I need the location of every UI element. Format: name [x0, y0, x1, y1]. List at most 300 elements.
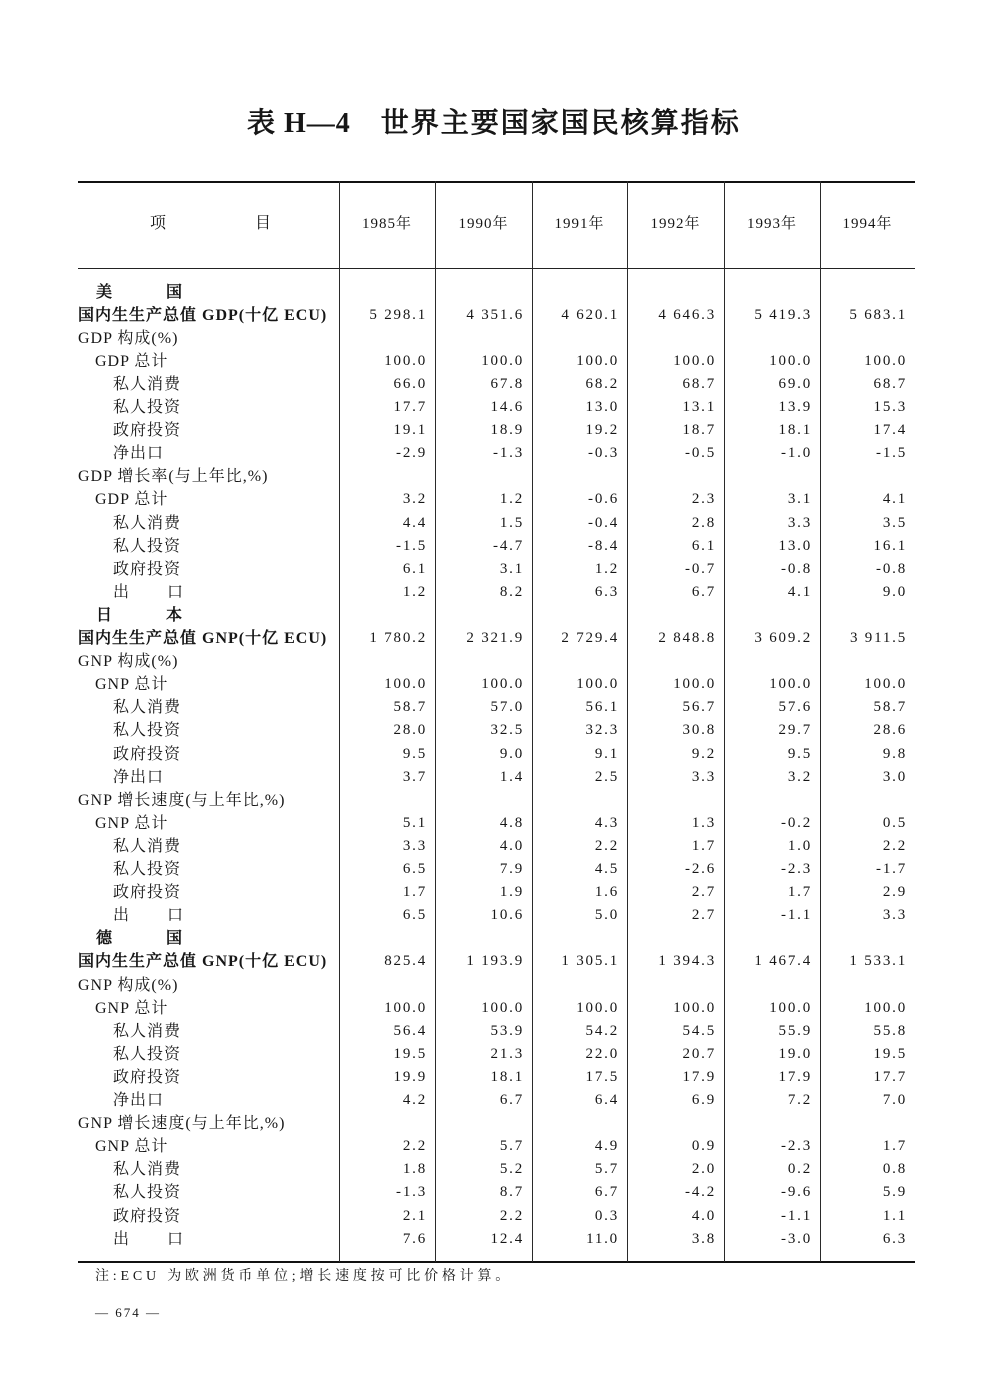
- value-cell: 1.7: [402, 884, 427, 901]
- value-cell: 32.3: [585, 722, 619, 739]
- row-label: 私人消费: [113, 514, 182, 532]
- item-row: [78, 581, 915, 604]
- group-heading: [78, 465, 915, 488]
- value-cell: 56.1: [585, 699, 619, 716]
- value-cell: 1.7: [691, 837, 716, 854]
- header-year: 1993年: [746, 216, 797, 232]
- row-label: 政府投资: [113, 1068, 182, 1086]
- item-row: [78, 696, 915, 719]
- value-cell: 4 620.1: [561, 306, 619, 323]
- row-label: 政府投资: [113, 745, 182, 763]
- value-cell: -0.2: [781, 814, 812, 831]
- value-cell: -0.5: [685, 445, 716, 462]
- value-cell: 4.2: [402, 1092, 427, 1108]
- value-cell: 1 394.3: [658, 953, 716, 970]
- row-label-part: 出: [113, 1230, 131, 1248]
- value-cell: 18.1: [778, 422, 812, 439]
- value-cell: 57.6: [778, 699, 812, 716]
- value-cell: 5.9: [882, 1184, 907, 1201]
- value-cell: -1.5: [876, 445, 907, 462]
- row-label: 私人消费: [113, 699, 182, 717]
- value-cell: 1 467.4: [754, 953, 812, 970]
- value-cell: 0.2: [787, 1161, 812, 1178]
- table-footnote: 注:ECU 为欧洲货币单位;增长速度按可比价格计算。: [95, 1269, 514, 1284]
- value-cell: 2.2: [499, 1207, 524, 1224]
- value-cell: 1 305.1: [561, 953, 619, 970]
- value-cell: 1.0: [787, 837, 812, 854]
- value-cell: 100.0: [864, 676, 907, 693]
- value-cell: 54.2: [585, 1022, 619, 1039]
- value-cell: 19.5: [873, 1045, 907, 1062]
- value-cell: 1.6: [594, 884, 619, 901]
- group-label: GNP 增长速度(与上年比,%): [78, 1115, 286, 1133]
- value-cell: 1 780.2: [369, 630, 427, 646]
- value-cell: 55.9: [778, 1022, 812, 1039]
- gross-product-row: [78, 950, 915, 973]
- value-cell: 100.0: [769, 999, 812, 1016]
- value-cell: 3.3: [402, 837, 427, 854]
- group-label: GNP 增长速度(与上年比,%): [78, 791, 286, 809]
- value-cell: 6.3: [594, 583, 619, 600]
- country-name-part: 德: [96, 930, 114, 948]
- value-cell: 3.1: [499, 560, 524, 577]
- item-row: [78, 535, 915, 558]
- row-label: 政府投资: [113, 884, 182, 902]
- country-name-part: 本: [166, 606, 184, 624]
- value-cell: 9.0: [882, 583, 907, 600]
- value-cell: 8.7: [499, 1184, 524, 1201]
- row-label: 国内生生产总值 GDP(十亿 ECU): [78, 306, 328, 324]
- value-cell: 6.7: [691, 583, 716, 600]
- row-label: GNP 总计: [95, 676, 169, 694]
- value-cell: 2.5: [594, 768, 619, 785]
- value-cell: 4.4: [402, 514, 427, 531]
- value-cell: -1.3: [396, 1184, 427, 1201]
- value-cell: 100.0: [576, 676, 619, 693]
- row-label: 政府投资: [113, 1207, 182, 1225]
- value-cell: 66.0: [393, 375, 427, 392]
- value-cell: 2.8: [691, 514, 716, 531]
- value-cell: 4.5: [594, 861, 619, 877]
- item-row: [78, 743, 915, 766]
- value-cell: 4 646.3: [658, 306, 716, 323]
- value-cell: -1.1: [781, 1207, 812, 1224]
- value-cell: 17.7: [873, 1068, 907, 1085]
- table-header-rule: [78, 268, 915, 269]
- value-cell: 5.2: [499, 1161, 524, 1178]
- value-cell: 3.7: [402, 768, 427, 785]
- value-cell: -0.6: [588, 491, 619, 508]
- row-label: 私人消费: [113, 375, 182, 393]
- value-cell: 17.5: [585, 1068, 619, 1085]
- value-cell: 100.0: [673, 999, 716, 1016]
- value-cell: 100.0: [864, 999, 907, 1016]
- value-cell: 56.4: [393, 1022, 427, 1039]
- value-cell: 20.7: [682, 1045, 716, 1062]
- item-row: [78, 881, 915, 904]
- row-label: 私人投资: [113, 861, 182, 878]
- value-cell: 2 848.8: [658, 630, 716, 646]
- value-cell: 3.1: [787, 491, 812, 508]
- value-cell: 3.3: [882, 907, 907, 924]
- value-cell: 2.2: [882, 837, 907, 854]
- value-cell: -1.1: [781, 907, 812, 924]
- value-cell: 2 321.9: [466, 630, 524, 646]
- value-cell: -2.6: [685, 861, 716, 877]
- header-year: 1992年: [650, 216, 701, 232]
- value-cell: 1.2: [402, 583, 427, 600]
- value-cell: 9.5: [787, 745, 812, 762]
- table-number: 表 H—4: [247, 108, 351, 139]
- value-cell: 19.9: [393, 1068, 427, 1085]
- value-cell: 13.9: [778, 399, 812, 415]
- value-cell: 1.2: [499, 491, 524, 508]
- value-cell: 3.8: [691, 1230, 716, 1247]
- value-cell: 4.0: [499, 837, 524, 854]
- value-cell: 3.2: [402, 491, 427, 508]
- header-year: 1985年: [361, 216, 412, 232]
- country-name-part: 日: [96, 606, 114, 624]
- value-cell: 100.0: [576, 352, 619, 369]
- value-cell: 18.1: [490, 1068, 524, 1085]
- value-cell: 17.9: [682, 1068, 716, 1085]
- value-cell: -8.4: [588, 537, 619, 554]
- value-cell: 4.0: [691, 1207, 716, 1224]
- value-cell: 1 533.1: [849, 953, 907, 970]
- value-cell: 6.5: [402, 907, 427, 924]
- value-cell: 10.6: [490, 907, 524, 924]
- row-label: GNP 总计: [95, 999, 169, 1017]
- value-cell: 19.1: [393, 422, 427, 439]
- row-label: GNP 总计: [95, 814, 169, 832]
- value-cell: -4.2: [685, 1184, 716, 1201]
- value-cell: 30.8: [682, 722, 716, 739]
- value-cell: 2.0: [691, 1161, 716, 1178]
- value-cell: -0.4: [588, 514, 619, 531]
- row-label: GDP 总计: [95, 491, 169, 509]
- value-cell: 56.7: [682, 699, 716, 716]
- value-cell: 5.7: [594, 1161, 619, 1178]
- value-cell: -1.0: [781, 445, 812, 462]
- value-cell: 0.3: [594, 1207, 619, 1224]
- value-cell: 15.3: [873, 399, 907, 415]
- value-cell: 100.0: [481, 352, 524, 369]
- value-cell: 14.6: [490, 399, 524, 415]
- row-label: 私人投资: [113, 399, 182, 416]
- value-cell: 0.9: [691, 1138, 716, 1155]
- header-item-label: 目: [255, 215, 272, 232]
- value-cell: 8.2: [499, 583, 524, 600]
- value-cell: 6.3: [882, 1230, 907, 1247]
- row-label: GDP 总计: [95, 352, 169, 370]
- value-cell: -1.5: [396, 537, 427, 554]
- value-cell: 100.0: [576, 999, 619, 1016]
- row-label: 国内生生产总值 GNP(十亿 ECU): [78, 953, 328, 971]
- group-heading: [78, 327, 915, 350]
- value-cell: 6.7: [499, 1092, 524, 1108]
- country-name-part: 美: [96, 283, 114, 301]
- value-cell: 1 193.9: [466, 953, 524, 970]
- value-cell: 2.1: [402, 1207, 427, 1224]
- item-row: [78, 766, 915, 789]
- value-cell: 5.0: [594, 907, 619, 924]
- value-cell: 2 729.4: [561, 630, 619, 646]
- value-cell: 6.5: [402, 861, 427, 877]
- item-row: [78, 1228, 915, 1251]
- row-label: GNP 总计: [95, 1138, 169, 1156]
- country-heading: [78, 281, 915, 304]
- row-label: 私人投资: [113, 1184, 182, 1202]
- value-cell: 9.2: [691, 745, 716, 762]
- value-cell: 17.4: [873, 422, 907, 439]
- value-cell: 1.2: [594, 560, 619, 577]
- value-cell: 18.7: [682, 422, 716, 439]
- group-heading: [78, 1112, 915, 1135]
- value-cell: 6.1: [402, 560, 427, 577]
- value-cell: 9.5: [402, 745, 427, 762]
- value-cell: 4.1: [882, 491, 907, 508]
- value-cell: 100.0: [864, 352, 907, 369]
- value-cell: 22.0: [585, 1045, 619, 1062]
- value-cell: 100.0: [481, 676, 524, 693]
- value-cell: 17.7: [393, 399, 427, 415]
- value-cell: -9.6: [781, 1184, 812, 1201]
- value-cell: 18.9: [490, 422, 524, 439]
- value-cell: 29.7: [778, 722, 812, 739]
- gross-product-row: [78, 304, 915, 327]
- value-cell: 13.1: [682, 399, 716, 415]
- item-row: [78, 419, 915, 442]
- value-cell: 3 609.2: [754, 630, 812, 646]
- page-number: — 674 —: [95, 1305, 161, 1320]
- value-cell: 5.1: [402, 814, 427, 831]
- value-cell: 100.0: [481, 999, 524, 1016]
- item-row: [78, 1089, 915, 1112]
- value-cell: 100.0: [384, 676, 427, 693]
- value-cell: 11.0: [586, 1230, 619, 1247]
- row-label: 私人消费: [113, 837, 182, 855]
- row-label-part: 口: [167, 907, 185, 925]
- country-heading: [78, 927, 915, 950]
- value-cell: -0.8: [781, 560, 812, 577]
- value-cell: 54.5: [682, 1022, 716, 1039]
- row-label: 私人投资: [113, 537, 182, 555]
- value-cell: 100.0: [384, 999, 427, 1016]
- value-cell: 3.5: [882, 514, 907, 531]
- value-cell: 68.2: [585, 375, 619, 392]
- value-cell: 9.8: [882, 745, 907, 762]
- item-row: [78, 512, 915, 535]
- group-label: GDP 构成(%): [78, 329, 179, 347]
- value-cell: 7.0: [882, 1092, 907, 1108]
- value-cell: -2.3: [781, 861, 812, 877]
- value-cell: 9.0: [499, 745, 524, 762]
- table-bottom-rule: [78, 1261, 915, 1263]
- value-cell: 68.7: [682, 375, 716, 392]
- item-row: [78, 442, 915, 465]
- item-row: [78, 1020, 915, 1043]
- row-label: 净出口: [113, 445, 165, 463]
- row-label-part: 出: [113, 583, 131, 601]
- value-cell: 3.3: [691, 768, 716, 785]
- value-cell: 55.8: [873, 1022, 907, 1039]
- group-label: GNP 构成(%): [78, 653, 179, 671]
- value-cell: 100.0: [769, 352, 812, 369]
- row-label-part: 口: [167, 583, 185, 601]
- item-row: [78, 904, 915, 927]
- value-cell: -2.3: [781, 1138, 812, 1155]
- item-row: [78, 1043, 915, 1066]
- value-cell: -3.0: [781, 1230, 812, 1247]
- value-cell: 6.1: [691, 537, 716, 554]
- value-cell: -0.7: [685, 560, 716, 577]
- country-heading: [78, 604, 915, 627]
- item-row: [78, 1181, 915, 1204]
- value-cell: 1.8: [402, 1161, 427, 1178]
- value-cell: 3.2: [787, 768, 812, 785]
- value-cell: 5.7: [499, 1138, 524, 1155]
- row-label: 政府投资: [113, 560, 182, 578]
- national-accounts-table: [78, 181, 915, 1265]
- value-cell: 4.8: [499, 814, 524, 831]
- value-cell: 4.9: [594, 1138, 619, 1155]
- value-cell: 3 911.5: [849, 630, 907, 646]
- value-cell: 13.0: [778, 537, 812, 554]
- value-cell: 12.4: [490, 1230, 524, 1247]
- value-cell: 2.7: [691, 884, 716, 901]
- value-cell: 16.1: [873, 537, 907, 554]
- value-cell: 5 419.3: [754, 306, 812, 323]
- item-row: [78, 558, 915, 581]
- value-cell: 58.7: [393, 699, 427, 716]
- row-label: 政府投资: [113, 422, 182, 440]
- item-row: [78, 1205, 915, 1228]
- value-cell: 100.0: [673, 352, 716, 369]
- value-cell: 5 298.1: [369, 306, 427, 323]
- value-cell: 53.9: [490, 1022, 524, 1039]
- value-cell: -0.8: [876, 560, 907, 577]
- value-cell: 57.0: [490, 699, 524, 716]
- group-heading: [78, 650, 915, 673]
- header-year: 1991年: [554, 216, 605, 232]
- value-cell: 825.4: [384, 953, 427, 970]
- row-label: 国内生生产总值 GNP(十亿 ECU): [78, 630, 328, 647]
- value-cell: 7.9: [499, 861, 524, 877]
- value-cell: 9.1: [594, 745, 619, 762]
- value-cell: 21.3: [490, 1045, 524, 1062]
- value-cell: 32.5: [490, 722, 524, 739]
- value-cell: 58.7: [873, 699, 907, 716]
- value-cell: 100.0: [673, 676, 716, 693]
- value-cell: 1.3: [691, 814, 716, 831]
- value-cell: 3.0: [882, 768, 907, 785]
- group-heading: [78, 974, 915, 997]
- header-year: 1994年: [842, 216, 893, 232]
- row-label-part: 出: [113, 907, 131, 925]
- value-cell: 0.5: [882, 814, 907, 831]
- value-cell: -1.3: [493, 445, 524, 462]
- value-cell: 1.9: [499, 884, 524, 901]
- table-title: [247, 102, 741, 140]
- total-row: [78, 812, 915, 835]
- value-cell: 19.2: [585, 422, 619, 439]
- country-name-part: 国: [166, 930, 184, 948]
- value-cell: 6.7: [594, 1184, 619, 1201]
- total-row: [78, 350, 915, 373]
- row-label: 净出口: [113, 1092, 165, 1109]
- value-cell: 100.0: [384, 352, 427, 369]
- value-cell: 6.4: [594, 1092, 619, 1108]
- total-row: [78, 673, 915, 696]
- value-cell: 1.4: [499, 768, 524, 785]
- total-row: [78, 488, 915, 511]
- item-row: [78, 719, 915, 742]
- value-cell: 19.0: [778, 1045, 812, 1062]
- value-cell: 28.6: [873, 722, 907, 739]
- value-cell: -1.7: [876, 861, 907, 877]
- value-cell: 1.5: [499, 514, 524, 531]
- gross-product-row: [78, 627, 915, 650]
- row-label: 私人消费: [113, 1161, 182, 1179]
- value-cell: 6.9: [691, 1092, 716, 1108]
- value-cell: 17.9: [778, 1068, 812, 1085]
- value-cell: 1.1: [882, 1207, 907, 1224]
- value-cell: 2.9: [882, 884, 907, 901]
- row-label: 私人投资: [113, 1045, 182, 1063]
- value-cell: -0.3: [588, 445, 619, 462]
- total-row: [78, 1135, 915, 1158]
- value-cell: 7.6: [402, 1230, 427, 1247]
- value-cell: 100.0: [769, 676, 812, 693]
- value-cell: 4.1: [787, 583, 812, 600]
- value-cell: 13.0: [585, 399, 619, 415]
- value-cell: 67.8: [490, 375, 524, 392]
- item-row: [78, 396, 915, 419]
- group-label: GNP 构成(%): [78, 976, 179, 994]
- group-label: GDP 增长率(与上年比,%): [78, 468, 269, 486]
- item-row: [78, 1158, 915, 1181]
- header-year: 1990年: [458, 216, 509, 232]
- value-cell: 7.2: [787, 1092, 812, 1108]
- value-cell: 4.3: [594, 814, 619, 831]
- row-label: 净出口: [113, 768, 165, 786]
- table-top-rule: [78, 181, 915, 183]
- value-cell: 5 683.1: [849, 306, 907, 323]
- row-label: 私人消费: [113, 1022, 182, 1040]
- table-title-text: 世界主要国家国民核算指标: [380, 108, 741, 139]
- item-row: [78, 858, 915, 881]
- value-cell: -2.9: [396, 445, 427, 462]
- value-cell: 2.2: [594, 837, 619, 854]
- value-cell: 1.7: [882, 1138, 907, 1155]
- country-name-part: 国: [166, 283, 184, 301]
- value-cell: 2.2: [402, 1138, 427, 1155]
- item-row: [78, 373, 915, 396]
- value-cell: 28.0: [393, 722, 427, 739]
- value-cell: 3.3: [787, 514, 812, 531]
- value-cell: 68.7: [873, 375, 907, 392]
- value-cell: 69.0: [778, 375, 812, 392]
- value-cell: 2.7: [691, 907, 716, 924]
- value-cell: -4.7: [493, 537, 524, 554]
- value-cell: 4 351.6: [466, 306, 524, 323]
- value-cell: 19.5: [393, 1045, 427, 1062]
- group-heading: [78, 789, 915, 812]
- value-cell: 0.8: [882, 1161, 907, 1178]
- total-row: [78, 997, 915, 1020]
- value-cell: 2.3: [691, 491, 716, 508]
- row-label-part: 口: [167, 1230, 185, 1248]
